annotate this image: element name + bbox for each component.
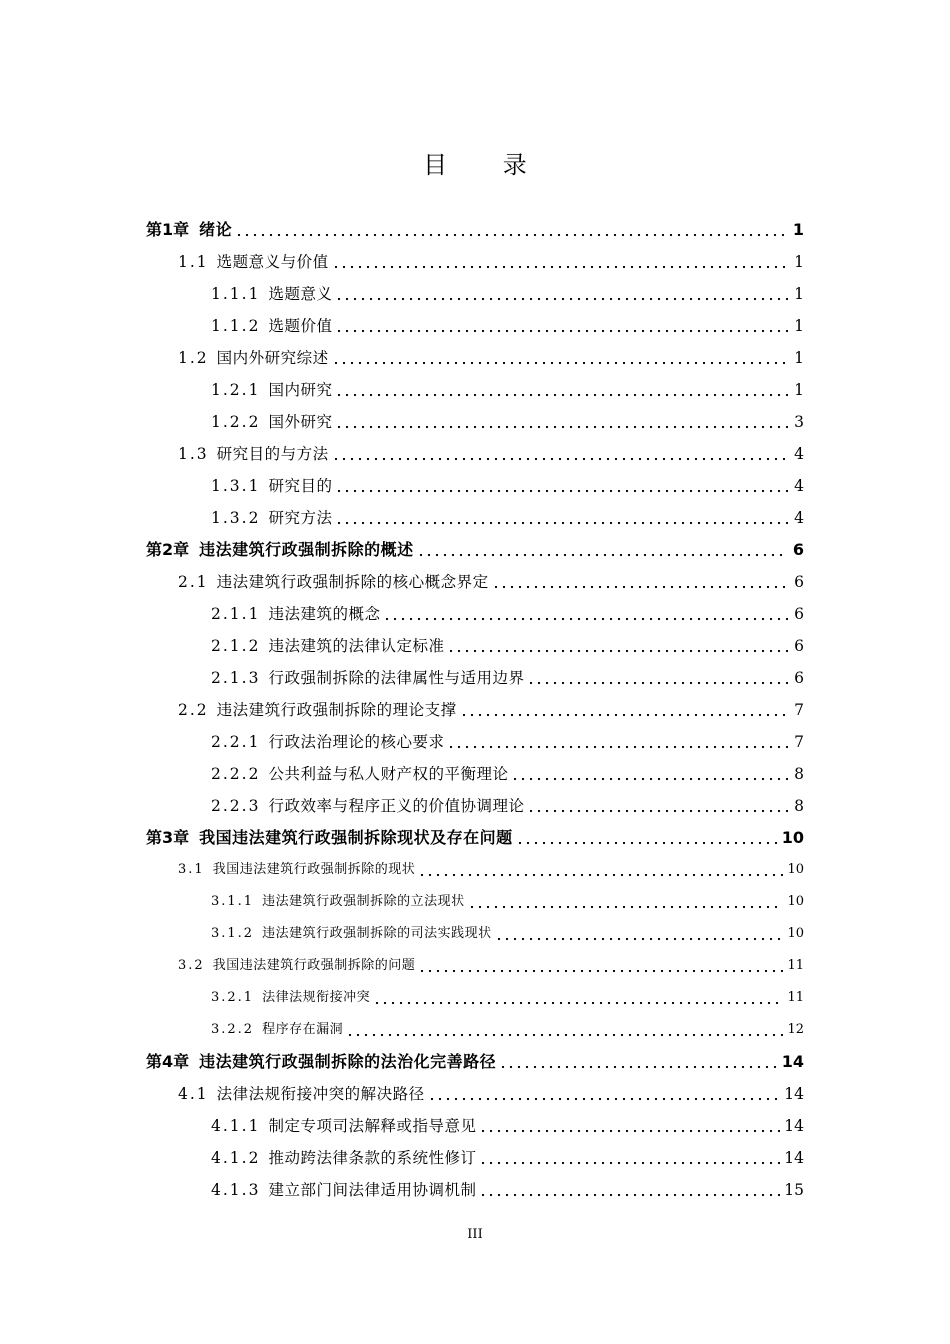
- toc-entry-page: 3: [794, 413, 804, 431]
- toc-entry-number: 2.1.3: [211, 669, 261, 687]
- dot-leader: [417, 554, 788, 556]
- toc-entry-page: 11: [787, 990, 804, 1005]
- toc-entry[interactable]: [146, 916, 804, 948]
- toc-entry-number: 3.2.1: [211, 990, 255, 1005]
- toc-entry-page: 6: [794, 573, 804, 591]
- toc-entry-number: 第4章: [146, 1052, 190, 1071]
- toc-entry-number: 1.3: [178, 445, 209, 463]
- toc-entry-title: 选题价值: [268, 317, 333, 335]
- dot-leader: [511, 778, 788, 780]
- dot-leader: [332, 458, 788, 460]
- toc-entry[interactable]: [146, 468, 804, 500]
- toc-entry-page: 10: [787, 926, 804, 941]
- toc-entry-number: 2.1: [178, 573, 209, 591]
- toc-entry[interactable]: [146, 1076, 804, 1108]
- toc-entry-page: 1: [792, 220, 804, 239]
- toc-entry-title: 国内外研究综述: [216, 349, 329, 367]
- toc-entry-page: 6: [794, 669, 804, 687]
- dot-leader: [479, 1194, 780, 1196]
- toc-entry[interactable]: [146, 660, 804, 692]
- dot-leader: [346, 1034, 783, 1036]
- dot-leader: [335, 426, 788, 428]
- toc-entry[interactable]: [146, 628, 804, 660]
- dot-leader: [516, 842, 778, 844]
- toc-entry-number: 1.2: [178, 349, 209, 367]
- toc-entry-number: 3.1: [178, 862, 205, 877]
- toc-entry-number: 2.2: [178, 701, 209, 719]
- toc-entry-title: 法律法规衔接冲突: [262, 990, 371, 1005]
- page-number: III: [467, 1227, 483, 1242]
- dot-leader: [373, 1002, 783, 1004]
- toc-entry-title: 绪论: [199, 220, 233, 239]
- toc-entry[interactable]: [146, 372, 804, 404]
- toc-entry-title: 选题意义: [268, 285, 333, 303]
- toc-entry-title: 国内研究: [268, 381, 333, 399]
- toc-entry[interactable]: [146, 692, 804, 724]
- toc-entry[interactable]: [146, 756, 804, 788]
- toc-entry-title: 法律法规衔接冲突的解决路径: [216, 1085, 425, 1103]
- toc-entry-number: 1.2.1: [211, 381, 261, 399]
- toc-entry-title: 我国违法建筑行政强制拆除的问题: [212, 958, 416, 973]
- dot-leader: [383, 618, 788, 620]
- toc-entry-title: 违法建筑行政强制拆除的司法实践现状: [262, 926, 492, 941]
- toc-entry-page: 6: [794, 605, 804, 623]
- toc-entry-number: 4.1: [178, 1085, 209, 1103]
- toc-entry-number: 2.2.3: [211, 797, 261, 815]
- dot-leader: [335, 330, 788, 332]
- toc-entry[interactable]: [146, 1172, 804, 1204]
- toc-entry-page: 4: [794, 509, 804, 527]
- toc-entry-page: 1: [794, 381, 804, 399]
- toc-entry-number: 4.1.3: [211, 1181, 261, 1199]
- dot-leader: [332, 266, 788, 268]
- toc-entry[interactable]: [146, 1044, 804, 1076]
- toc-entry-page: 14: [784, 1085, 804, 1103]
- toc-entry[interactable]: [146, 340, 804, 372]
- dot-leader: [499, 1066, 778, 1068]
- dot-leader: [447, 650, 788, 652]
- toc-entry[interactable]: [146, 1012, 804, 1044]
- toc-entry-page: 4: [794, 445, 804, 463]
- toc-entry[interactable]: [146, 212, 804, 244]
- toc-entry-number: 2.1.2: [211, 637, 261, 655]
- dot-leader: [235, 234, 788, 236]
- toc-entry-number: 第1章: [146, 220, 190, 239]
- dot-leader: [335, 490, 788, 492]
- toc-entry-page: 15: [784, 1181, 804, 1199]
- toc-title: 目 录: [423, 151, 551, 179]
- toc-entry-title: 违法建筑的概念: [268, 605, 381, 623]
- toc-entry[interactable]: [146, 564, 804, 596]
- toc-entry-number: 1.1: [178, 253, 209, 271]
- toc-entry-title: 违法建筑行政强制拆除的立法现状: [262, 894, 465, 909]
- dot-leader: [335, 394, 788, 396]
- dot-leader: [335, 298, 788, 300]
- toc-entry-title: 公共利益与私人财产权的平衡理论: [268, 765, 509, 783]
- toc-entry-title: 我国违法建筑行政强制拆除现状及存在问题: [199, 828, 513, 847]
- toc-entry[interactable]: [146, 852, 804, 884]
- toc-entry-title: 行政强制拆除的法律属性与适用边界: [268, 669, 525, 687]
- toc-entry-page: 14: [784, 1149, 804, 1167]
- toc-entry-title: 违法建筑行政强制拆除的理论支撑: [216, 701, 457, 719]
- toc-entry-title: 研究方法: [268, 509, 333, 527]
- toc-entry-number: 第3章: [146, 828, 190, 847]
- dot-leader: [332, 362, 788, 364]
- dot-leader: [418, 874, 783, 876]
- toc-entry-number: 第2章: [146, 540, 190, 559]
- toc-entry-page: 6: [792, 540, 804, 559]
- toc-entry-page: 1: [794, 349, 804, 367]
- toc-entry[interactable]: [146, 276, 804, 308]
- dot-leader: [428, 1098, 781, 1100]
- toc-entry-title: 推动跨法律条款的系统性修订: [268, 1149, 477, 1167]
- toc-entry-title: 违法建筑行政强制拆除的概述: [199, 540, 414, 559]
- toc-entry-title: 我国违法建筑行政强制拆除的现状: [212, 862, 416, 877]
- toc-entry-number: 2.1.1: [211, 605, 261, 623]
- dot-leader: [468, 906, 784, 908]
- toc-entry[interactable]: [146, 596, 804, 628]
- toc-entry[interactable]: [146, 884, 804, 916]
- toc-entry[interactable]: [146, 436, 804, 468]
- toc-entry-page: 11: [787, 958, 804, 973]
- dot-leader: [479, 1130, 780, 1132]
- toc-entry-page: 10: [787, 862, 804, 877]
- toc-entry-number: 3.2: [178, 958, 205, 973]
- toc-entry-page: 1: [794, 317, 804, 335]
- dot-leader: [335, 522, 788, 524]
- dot-leader: [492, 586, 788, 588]
- toc-entry-title: 程序存在漏洞: [262, 1022, 344, 1037]
- table-of-contents: [146, 212, 804, 1204]
- toc-entry-number: 3.1.2: [211, 926, 255, 941]
- toc-entry-page: 14: [781, 1052, 804, 1071]
- dot-leader: [527, 810, 788, 812]
- toc-entry-number: 4.1.2: [211, 1149, 261, 1167]
- toc-entry-page: 10: [787, 894, 804, 909]
- toc-entry-title: 制定专项司法解释或指导意见: [268, 1117, 477, 1135]
- toc-entry-page: 8: [794, 765, 804, 783]
- toc-entry[interactable]: [146, 788, 804, 820]
- toc-entry-page: 7: [794, 733, 804, 751]
- toc-entry-page: 1: [794, 253, 804, 271]
- toc-entry-title: 建立部门间法律适用协调机制: [268, 1181, 477, 1199]
- toc-entry-number: 4.1.1: [211, 1117, 261, 1135]
- toc-entry-title: 研究目的: [268, 477, 333, 495]
- toc-entry-page: 14: [784, 1117, 804, 1135]
- toc-entry-number: 2.2.2: [211, 765, 261, 783]
- toc-entry-title: 违法建筑行政强制拆除的法治化完善路径: [199, 1052, 497, 1071]
- toc-entry-title: 研究目的与方法: [216, 445, 329, 463]
- toc-entry-page: 7: [794, 701, 804, 719]
- toc-entry-number: 1.2.2: [211, 413, 261, 431]
- toc-entry-page: 6: [794, 637, 804, 655]
- toc-entry-title: 国外研究: [268, 413, 333, 431]
- dot-leader: [527, 682, 788, 684]
- toc-entry[interactable]: [146, 980, 804, 1012]
- dot-leader: [460, 714, 788, 716]
- toc-entry-number: 1.1.2: [211, 317, 261, 335]
- toc-entry-title: 违法建筑行政强制拆除的核心概念界定: [216, 573, 489, 591]
- dot-leader: [495, 938, 784, 940]
- toc-entry-number: 3.2.2: [211, 1022, 255, 1037]
- toc-entry-page: 1: [794, 285, 804, 303]
- toc-entry-title: 行政效率与程序正义的价值协调理论: [268, 797, 525, 815]
- toc-entry-number: 1.1.1: [211, 285, 261, 303]
- toc-entry[interactable]: [146, 308, 804, 340]
- toc-entry-page: 10: [781, 828, 804, 847]
- toc-entry-page: 12: [787, 1022, 804, 1037]
- toc-entry[interactable]: [146, 532, 804, 564]
- toc-entry[interactable]: [146, 820, 804, 852]
- toc-entry-number: 3.1.1: [211, 894, 255, 909]
- toc-entry[interactable]: [146, 724, 804, 756]
- toc-entry-page: 8: [794, 797, 804, 815]
- toc-entry-page: 4: [794, 477, 804, 495]
- toc-entry-number: 2.2.1: [211, 733, 261, 751]
- toc-entry-number: 1.3.2: [211, 509, 261, 527]
- dot-leader: [418, 970, 783, 972]
- toc-entry[interactable]: [146, 1108, 804, 1140]
- toc-entry[interactable]: [146, 404, 804, 436]
- toc-entry[interactable]: [146, 244, 804, 276]
- toc-entry-title: 选题意义与价值: [216, 253, 329, 271]
- dot-leader: [479, 1162, 780, 1164]
- toc-entry-title: 违法建筑的法律认定标准: [268, 637, 445, 655]
- dot-leader: [447, 746, 788, 748]
- toc-entry-number: 1.3.1: [211, 477, 261, 495]
- toc-entry[interactable]: [146, 948, 804, 980]
- toc-entry[interactable]: [146, 500, 804, 532]
- toc-entry-title: 行政法治理论的核心要求: [268, 733, 445, 751]
- toc-entry[interactable]: [146, 1140, 804, 1172]
